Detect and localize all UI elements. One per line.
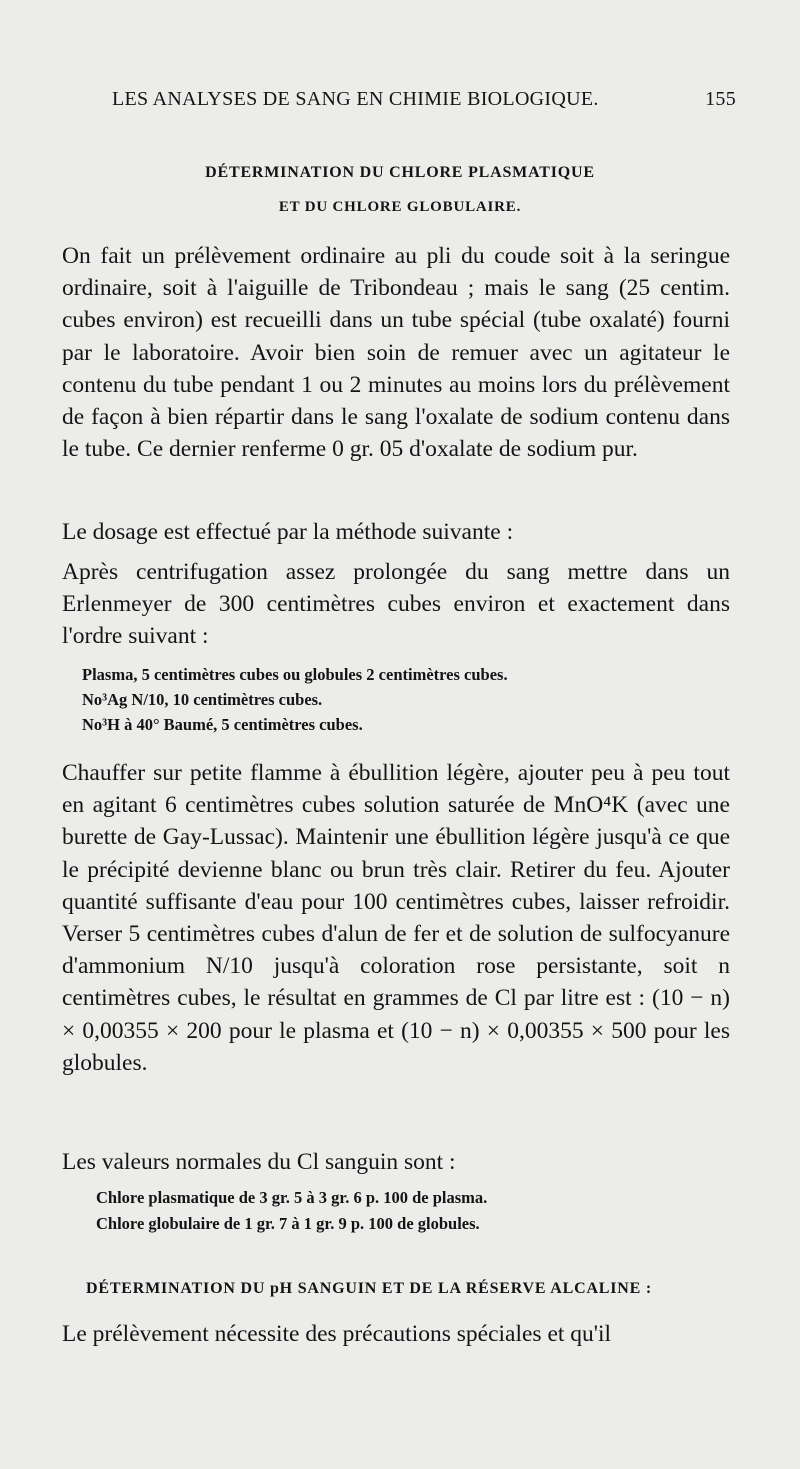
paragraph-centrifugation: Après centrifugation assez prolongée du sang mettre dans un Erlenmeyer de 300 centimètres cubes environ et exactement dans l'ordre suivant :: [62, 559, 730, 650]
normal-value-line: Chlore plasmatique de 3 gr. 5 à 3 gr. 6 p. 100 de plasma.: [96, 1188, 488, 1207]
running-head-title: LES ANALYSES DE SANG EN CHIMIE BIOLOGIQUE.: [112, 88, 599, 110]
paragraph-precautions: Le prélèvement nécessite des précautions spéciales et qu'il: [62, 1321, 612, 1347]
paragraph-prelevement: On fait un prélèvement ordinaire au pli du coude soit à la seringue ordinaire, soit à l'aiguille de Tribondeau ; mais le sang (25 centim. cubes environ) est recueilli dans un tube spécial (tube oxalaté) fourni par le laboratoire. Avoir bien soin de remuer avec un agitateur le contenu du tube pendant 1 ou 2 minutes au moins lors du prélèvement de façon à bien répartir dans le sang l'oxalate de sodium contenu dans le tube. Ce dernier renferme 0 gr. 05 d'oxalate de sodium pur.: [62, 243, 730, 463]
section-title-chlore-line2: ET DU CHLORE GLOBULAIRE.: [278, 199, 522, 215]
running-head: [112, 88, 736, 111]
section-title-ph: DÉTERMINATION DU pH SANGUIN ET DE LA RÉSERVE ALCALINE :: [86, 1280, 653, 1297]
page-number: 155: [705, 88, 736, 110]
paragraph-valeurs-normales: Les valeurs normales du Cl sanguin sont :: [62, 1149, 456, 1175]
paragraph-dosage: Le dosage est effectué par la méthode suivante :: [62, 519, 514, 545]
reagent-line: No³Ag N/10, 10 centimètres cubes.: [82, 690, 323, 709]
reagent-list: [82, 662, 722, 737]
normal-values-list: [96, 1185, 736, 1237]
paragraph-chauffer: Chauffer sur petite flamme à ébullition légère, ajouter peu à peu tout en agitant 6 centimètres cubes solution saturée de MnO⁴K (avec une burette de Gay-Lussac). Maintenir une ébullition légère jusqu'à ce que le précipité devienne blanc ou brun très clair. Retirer du feu. Ajouter quantité suffisante d'eau pour 100 centimètres cubes, laisser refroidir. Verser 5 centimètres cubes d'alun de fer et de solution de sulfocyanure d'ammonium N/10 jusqu'à coloration rose persistante, soit n centimètres cubes, le résultat en grammes de Cl par litre est : (10 − n) × 0,00355 × 200 pour le plasma et (10 − n) × 0,00355 × 500 pour les globules.: [62, 760, 730, 1076]
reagent-line: Plasma, 5 centimètres cubes ou globules 2 centimètres cubes.: [82, 665, 508, 684]
normal-value-line: Chlore globulaire de 1 gr. 7 à 1 gr. 9 p. 100 de globules.: [96, 1214, 480, 1233]
reagent-line: No³H à 40° Baumé, 5 centimètres cubes.: [82, 715, 363, 734]
section-title-chlore: DÉTERMINATION DU CHLORE PLASMATIQUE: [205, 164, 595, 181]
